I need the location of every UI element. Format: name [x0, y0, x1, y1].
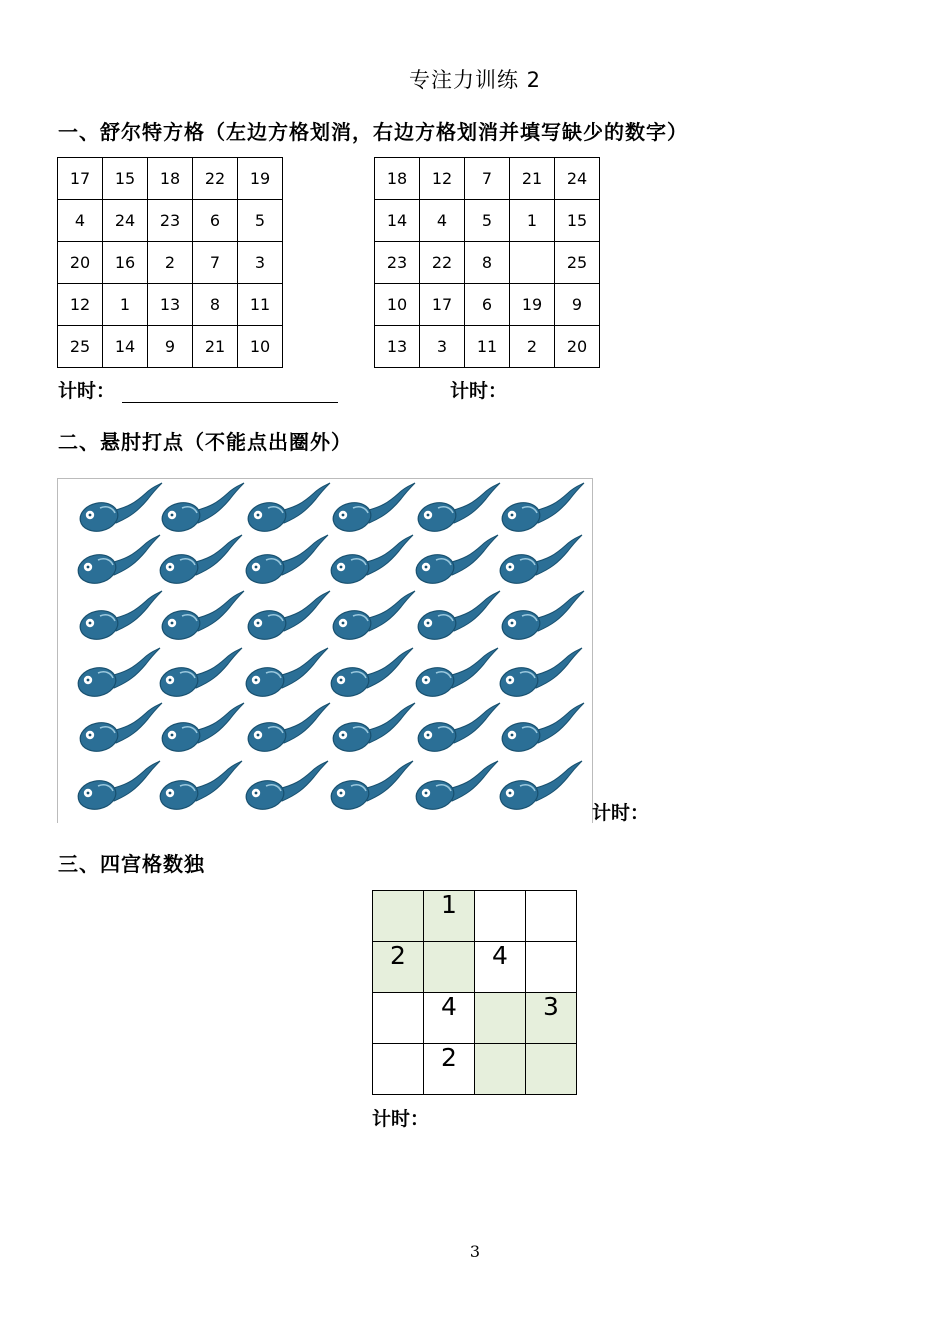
- grid-cell[interactable]: 23: [148, 200, 193, 242]
- sudoku-row: [373, 993, 577, 1044]
- grid-cell[interactable]: 25: [555, 242, 600, 284]
- grid-cell[interactable]: 19: [238, 158, 283, 200]
- grid-cell[interactable]: 13: [148, 284, 193, 326]
- grid-cell[interactable]: 20: [555, 326, 600, 368]
- tadpole-grid-illustration: [58, 479, 592, 823]
- sudoku-row: [373, 891, 577, 942]
- sudoku-cell-blank[interactable]: [475, 993, 526, 1044]
- schulte-grid-left: [57, 157, 283, 368]
- grid-cell[interactable]: 20: [58, 242, 103, 284]
- tadpole-icon[interactable]: [160, 483, 244, 535]
- tadpole-icon[interactable]: [414, 761, 498, 813]
- sudoku-cell-blank[interactable]: [475, 891, 526, 942]
- tadpole-icon[interactable]: [76, 761, 160, 813]
- grid-row: [375, 284, 600, 326]
- grid-cell[interactable]: 22: [420, 242, 465, 284]
- tadpole-icon[interactable]: [329, 761, 413, 813]
- sudoku-cell-blank[interactable]: [373, 1044, 424, 1095]
- tadpole-icon[interactable]: [498, 761, 582, 813]
- section3-heading: 三、四宫格数独: [58, 852, 205, 876]
- tadpole-icon[interactable]: [331, 591, 415, 643]
- sudoku-cell[interactable]: 4: [475, 942, 526, 993]
- page-title: 专注力训练 2: [408, 68, 542, 92]
- timer-label-left: 计时：: [58, 380, 116, 402]
- grid-cell[interactable]: 5: [465, 200, 510, 242]
- grid-row: [58, 326, 283, 368]
- tadpole-icon[interactable]: [416, 591, 500, 643]
- grid-cell[interactable]: 18: [375, 158, 420, 200]
- timer-label-sudoku: 计时：: [372, 1108, 430, 1130]
- grid-row: [58, 242, 283, 284]
- tadpole-icon[interactable]: [329, 535, 413, 587]
- grid-cell[interactable]: 6: [193, 200, 238, 242]
- tadpole-icon[interactable]: [331, 703, 415, 755]
- tadpole-icon[interactable]: [246, 483, 330, 535]
- grid-cell[interactable]: 21: [510, 158, 555, 200]
- grid-cell[interactable]: 6: [465, 284, 510, 326]
- grid-cell[interactable]: 22: [193, 158, 238, 200]
- grid-cell[interactable]: 25: [58, 326, 103, 368]
- tadpole-icon[interactable]: [76, 535, 160, 587]
- grid-row: [375, 200, 600, 242]
- section1-heading: 一、舒尔特方格（左边方格划消，右边方格划消并填写缺少的数字）: [58, 120, 688, 144]
- sudoku-cell-blank[interactable]: [373, 891, 424, 942]
- grid-cell[interactable]: 2: [148, 242, 193, 284]
- grid-cell[interactable]: 13: [375, 326, 420, 368]
- section2-heading: 二、悬肘打点（不能点出圈外）: [58, 430, 352, 454]
- tadpole-icon[interactable]: [158, 761, 242, 813]
- sudoku-row: [373, 942, 577, 993]
- grid-cell[interactable]: 7: [193, 242, 238, 284]
- grid-cell[interactable]: 10: [375, 284, 420, 326]
- grid-cell[interactable]: 9: [148, 326, 193, 368]
- grid-cell[interactable]: 5: [238, 200, 283, 242]
- grid-cell[interactable]: 24: [103, 200, 148, 242]
- timer-answer-line[interactable]: [122, 402, 338, 403]
- grid-cell[interactable]: 24: [555, 158, 600, 200]
- grid-cell[interactable]: 3: [238, 242, 283, 284]
- sudoku-cell[interactable]: 2: [424, 1044, 475, 1095]
- grid-cell[interactable]: 23: [375, 242, 420, 284]
- grid-row: [58, 284, 283, 326]
- grid-cell[interactable]: 10: [238, 326, 283, 368]
- grid-row: [375, 242, 600, 284]
- sudoku-cell[interactable]: 4: [424, 993, 475, 1044]
- sudoku-cell-blank[interactable]: [424, 942, 475, 993]
- grid-cell[interactable]: 8: [193, 284, 238, 326]
- grid-cell[interactable]: 18: [148, 158, 193, 200]
- tadpole-icon[interactable]: [158, 648, 242, 700]
- grid-cell[interactable]: 3: [420, 326, 465, 368]
- tadpole-icon[interactable]: [160, 591, 244, 643]
- grid-cell[interactable]: 16: [103, 242, 148, 284]
- grid-row: [375, 326, 600, 368]
- grid-cell[interactable]: 11: [238, 284, 283, 326]
- sudoku-cell[interactable]: 1: [424, 891, 475, 942]
- tadpole-icon[interactable]: [500, 483, 584, 535]
- grid-cell-blank[interactable]: [510, 242, 555, 284]
- sudoku-grid: [372, 890, 577, 1095]
- tadpole-icon[interactable]: [78, 703, 162, 755]
- tadpole-icon[interactable]: [246, 703, 330, 755]
- tadpole-icon[interactable]: [244, 535, 328, 587]
- grid-cell[interactable]: 11: [465, 326, 510, 368]
- tadpole-icon[interactable]: [329, 648, 413, 700]
- tadpole-icon[interactable]: [500, 591, 584, 643]
- tadpole-icon[interactable]: [414, 648, 498, 700]
- sudoku-cell-blank[interactable]: [373, 993, 424, 1044]
- sudoku-row: [373, 1044, 577, 1095]
- grid-cell[interactable]: 9: [555, 284, 600, 326]
- sudoku-cell[interactable]: 3: [526, 993, 577, 1044]
- grid-cell[interactable]: 4: [420, 200, 465, 242]
- tadpole-icon[interactable]: [160, 703, 244, 755]
- tadpole-icon[interactable]: [244, 761, 328, 813]
- grid-cell[interactable]: 19: [510, 284, 555, 326]
- tadpole-image: [57, 478, 593, 823]
- tadpole-icon[interactable]: [244, 648, 328, 700]
- tadpole-icon[interactable]: [416, 703, 500, 755]
- tadpole-icon[interactable]: [416, 483, 500, 535]
- grid-cell[interactable]: 7: [465, 158, 510, 200]
- tadpole-icon[interactable]: [78, 483, 162, 535]
- sudoku-cell-blank[interactable]: [475, 1044, 526, 1095]
- tadpole-icon[interactable]: [158, 535, 242, 587]
- grid-cell[interactable]: 12: [420, 158, 465, 200]
- grid-cell[interactable]: 12: [58, 284, 103, 326]
- grid-cell[interactable]: 1: [510, 200, 555, 242]
- grid-cell[interactable]: 14: [375, 200, 420, 242]
- tadpole-icon[interactable]: [498, 535, 582, 587]
- grid-cell[interactable]: 21: [193, 326, 238, 368]
- grid-cell[interactable]: 1: [103, 284, 148, 326]
- grid-row: [58, 158, 283, 200]
- schulte-grid-right: [374, 157, 600, 368]
- tadpole-icon[interactable]: [78, 591, 162, 643]
- grid-row: [58, 200, 283, 242]
- grid-cell[interactable]: 4: [58, 200, 103, 242]
- sudoku-cell-blank[interactable]: [526, 1044, 577, 1095]
- grid-row: [375, 158, 600, 200]
- grid-cell[interactable]: 8: [465, 242, 510, 284]
- tadpole-icon[interactable]: [331, 483, 415, 535]
- sudoku-cell[interactable]: 2: [373, 942, 424, 993]
- grid-cell[interactable]: 17: [58, 158, 103, 200]
- grid-cell[interactable]: 14: [103, 326, 148, 368]
- page-number: 3: [469, 1242, 481, 1261]
- tadpole-icon[interactable]: [414, 535, 498, 587]
- tadpole-icon[interactable]: [76, 648, 160, 700]
- tadpole-icon[interactable]: [498, 648, 582, 700]
- sudoku-cell-blank[interactable]: [526, 942, 577, 993]
- timer-label-right: 计时：: [450, 380, 508, 402]
- tadpole-icon[interactable]: [500, 703, 584, 755]
- grid-cell[interactable]: 17: [420, 284, 465, 326]
- grid-cell[interactable]: 15: [103, 158, 148, 200]
- sudoku-cell-blank[interactable]: [526, 891, 577, 942]
- tadpole-icon[interactable]: [246, 591, 330, 643]
- grid-cell[interactable]: 15: [555, 200, 600, 242]
- grid-cell[interactable]: 2: [510, 326, 555, 368]
- timer-label-tadpole: 计时：: [592, 802, 650, 824]
